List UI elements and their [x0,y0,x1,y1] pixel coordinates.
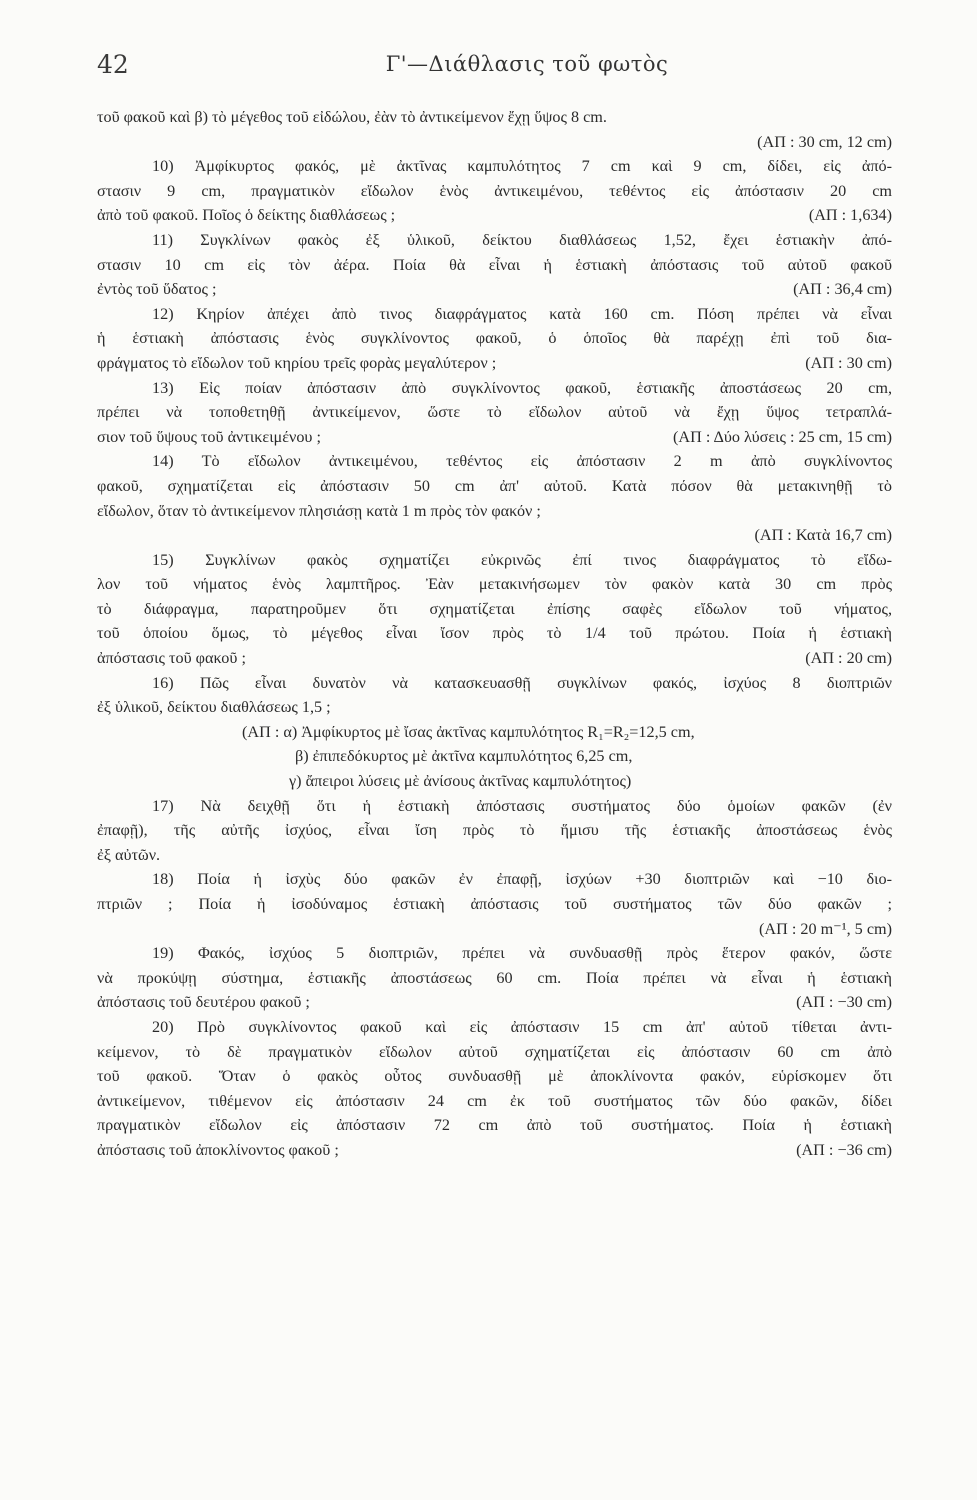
page-header [97,50,917,90]
text-line [97,646,892,671]
text-line: λον τοῦ νήματος ἑνὸς λαμπτῆρος. Ἐὰν μετακινήσωμεν τὸν φακὸν κατὰ 30 cm πρὸς [97,575,892,594]
text-line: β) ἐπιπεδόκυρτος μὲ ἀκτῖνα καμπυλότητος 6,25 cm, [295,747,633,766]
text-line: 20) Πρὸ συγκλίνοντος φακοῦ καὶ εἰς ἀπόστασιν 15 cm ἀπ' αὐτοῦ τίθεται ἀντι- [152,1017,892,1036]
question-text: σιον τοῦ ὕψους τοῦ ἀντικειμένου ; [97,427,321,446]
text-line [97,990,892,1015]
text-line: 12) Κηρίον ἀπέχει ἀπὸ τινος διαφράγματος κατὰ 160 cm. Πόση πρέπει νὰ εἶναι [152,304,892,323]
text-line: ἡ ἑστιακὴ ἀπόστασις ἑνὸς συγκλίνοντος φακοῦ, ὁ ὁποῖος θὰ παρέχῃ ἐπὶ τοῦ δια- [97,329,892,348]
text-line: (ΑΠ : Κατὰ 16,7 cm) [754,526,892,545]
text-line: πρέπει νὰ τοποθετηθῇ ἀντικείμενον, ὥστε τὸ εἴδωλον αὐτοῦ νὰ ἔχῃ ὕψος τετραπλά- [97,403,892,422]
text-line [97,351,892,376]
page-body [97,105,892,1163]
text-line: ἐξ ὑλικοῦ, δείκτου διαθλάσεως 1,5 ; [97,698,331,717]
text-line: 10) Ἀμφίκυρτος φακός, μὲ ἀκτῖνας καμπυλότητος 7 cm καὶ 9 cm, δίδει, εἰς ἀπό- [152,157,892,176]
text-line: 15) Συγκλίνων φακὸς σχηματίζει εὐκρινῶς ἐπί τινος διαφράγματος τὸ εἴδω- [152,550,892,569]
text-line: στασιν 9 cm, πραγματικὸν εἴδωλον ἑνὸς ἀντικειμένου, τεθέντος εἰς ἀπόστασιν 20 cm [97,181,892,200]
text-line: κείμενον, τὸ δὲ πραγματικὸν εἴδωλον αὐτοῦ σχηματίζεται εἰς ἀπόστασιν 60 cm ἀπὸ [97,1042,892,1061]
question-text: ἀπόστασις τοῦ φακοῦ ; [97,649,246,668]
question-text: ἀπόστασις τοῦ ἀποκλίνοντος φακοῦ ; [97,1140,339,1159]
text-line: 13) Εἰς ποίαν ἀπόστασιν ἀπὸ συγκλίνοντος φακοῦ, ἑστιακῆς ἀποστάσεως 20 cm, [152,378,892,397]
answer-text: (ΑΠ : Δύο λύσεις : 25 cm, 15 cm) [673,427,892,446]
answer-text: (ΑΠ : −30 cm) [796,993,892,1012]
text-line: 11) Συγκλίνων φακὸς ἐξ ὑλικοῦ, δείκτου διαθλάσεως 1,52, ἔχει ἑστιακὴν ἀπό- [152,230,892,249]
text-line: (ΑΠ : α) Ἀμφίκυρτος μὲ ἴσας ἀκτῖνας καμπυλότητος R₁=R₂=12,5 cm, [242,722,695,741]
text-line: φακοῦ, σχηματίζεται εἰς ἀπόστασιν 50 cm ἀπ' αὐτοῦ. Κατὰ πόσον θὰ μετακινηθῇ τὸ [97,476,892,495]
text-line: ἐξ αὐτῶν. [97,845,161,864]
text-line: 17) Νὰ δειχθῇ ὅτι ἡ ἑστιακὴ ἀπόστασις συστήματος δύο ὁμοίων φακῶν (ἐν [152,796,892,815]
text-line: τοῦ φακοῦ καὶ β) τὸ μέγεθος τοῦ εἰδώλου, ἐὰν τὸ ἀντικείμενον ἔχῃ ὕψος 8 cm. [97,108,607,126]
text-line: 14) Τὸ εἴδωλον ἀντικειμένου, τεθέντος εἰς ἀπόστασιν 2 m ἀπὸ συγκλίνοντος [152,452,892,471]
text-line [97,425,892,450]
text-line [97,203,892,228]
text-line: νὰ προκύψῃ σύστημα, ἑστιακῆς ἀποστάσεως 60 cm. Ποία πρέπει νὰ εἶναι ἡ ἑστιακὴ [97,968,892,987]
question-text: φράγματος τὸ εἴδωλον τοῦ κηρίου τρεῖς φορὰς μεγαλύτερον ; [97,353,497,372]
text-line: εἴδωλον, ὅταν τὸ ἀντικείμενον πλησιάσῃ κατὰ 1 m πρὸς τὸν φακόν ; [97,501,541,520]
text-line: τὸ διάφραγμα, παρατηροῦμεν ὅτι σχηματίζεται ἐπίσης σαφὲς εἴδωλον τοῦ νήματος, [97,599,892,618]
answer-text: (ΑΠ : 36,4 cm) [793,280,892,299]
answer-text: (ΑΠ : −36 cm) [796,1140,892,1159]
text-line: στασιν 10 cm εἰς τὸν ἀέρα. Ποία θὰ εἶναι ἡ ἑστιακὴ ἀπόστασις τοῦ αὐτοῦ φακοῦ [97,255,892,274]
text-line: τοῦ φακοῦ. Ὅταν ὁ φακὸς οὗτος συνδυασθῇ μὲ ἀποκλίνοντα φακόν, εὑρίσκομεν ὅτι [97,1067,892,1086]
text-line [97,1138,892,1163]
question-text: ἀπόστασις τοῦ δευτέρου φακοῦ ; [97,993,310,1012]
text-line: γ) ἄπειροι λύσεις μὲ ἀνίσους ἀκτῖνας καμπυλότητος) [289,772,632,791]
answer-text: (ΑΠ : 1,634) [808,206,892,225]
page-number: 42 [97,50,129,79]
text-line: πτριῶν ; Ποία ἡ ἰσοδύναμος ἑστιακὴ ἀπόστασις τοῦ συστήματος τῶν δύο φακῶν ; [97,895,892,913]
text-line: (ΑΠ : 20 m⁻¹, 5 cm) [759,919,892,938]
text-line: 16) Πῶς εἶναι δυνατὸν νὰ κατασκευασθῇ συγκλίνων φακός, ἰσχύος 8 διοπτριῶν [152,673,892,692]
text-line: 18) Ποία ἡ ἰσχὺς δύο φακῶν ἐν ἐπαφῇ, ἰσχύων +30 διοπτριῶν καὶ −10 διο- [152,870,892,889]
running-title: Γ'—Διάθλασις τοῦ φωτὸς [385,52,669,76]
question-text: ἐντὸς τοῦ ὕδατος ; [97,280,217,299]
text-line: τοῦ ὁποίου ὅμως, τὸ μέγεθος εἶναι ἴσον πρὸς τὸ 1/4 τοῦ πρώτου. Ποία ἡ ἑστιακὴ [97,624,892,643]
text-line: 19) Φακός, ἰσχύος 5 διοπτριῶν, πρέπει νὰ συνδυασθῇ πρὸς ἕτερον φακόν, ὥστε [152,944,892,963]
question-text: ἀπὸ τοῦ φακοῦ. Ποῖος ὁ δείκτης διαθλάσεως ; [97,206,396,225]
text-line: ἐπαφῇ), τῆς αὐτῆς ἰσχύος, εἶναι ἴση πρὸς τὸ ἥμισυ τῆς ἑστιακῆς ἀποστάσεως ἑνὸς [97,821,892,840]
text-line: ἀντικείμενον, τιθέμενον εἰς ἀπόστασιν 24 cm ἐκ τοῦ συστήματος τῶν δύο φακῶν, δίδει [97,1091,892,1110]
answer-text: (ΑΠ : 20 cm) [805,649,892,668]
text-line [97,277,892,302]
answer-text: (ΑΠ : 30 cm) [805,353,892,372]
text-line: πραγματικὸν εἴδωλον εἰς ἀπόστασιν 72 cm ἀπὸ τοῦ συστήματος. Ποία ἡ ἑστιακὴ [97,1116,892,1135]
text-line: (ΑΠ : 30 cm, 12 cm) [757,132,892,151]
